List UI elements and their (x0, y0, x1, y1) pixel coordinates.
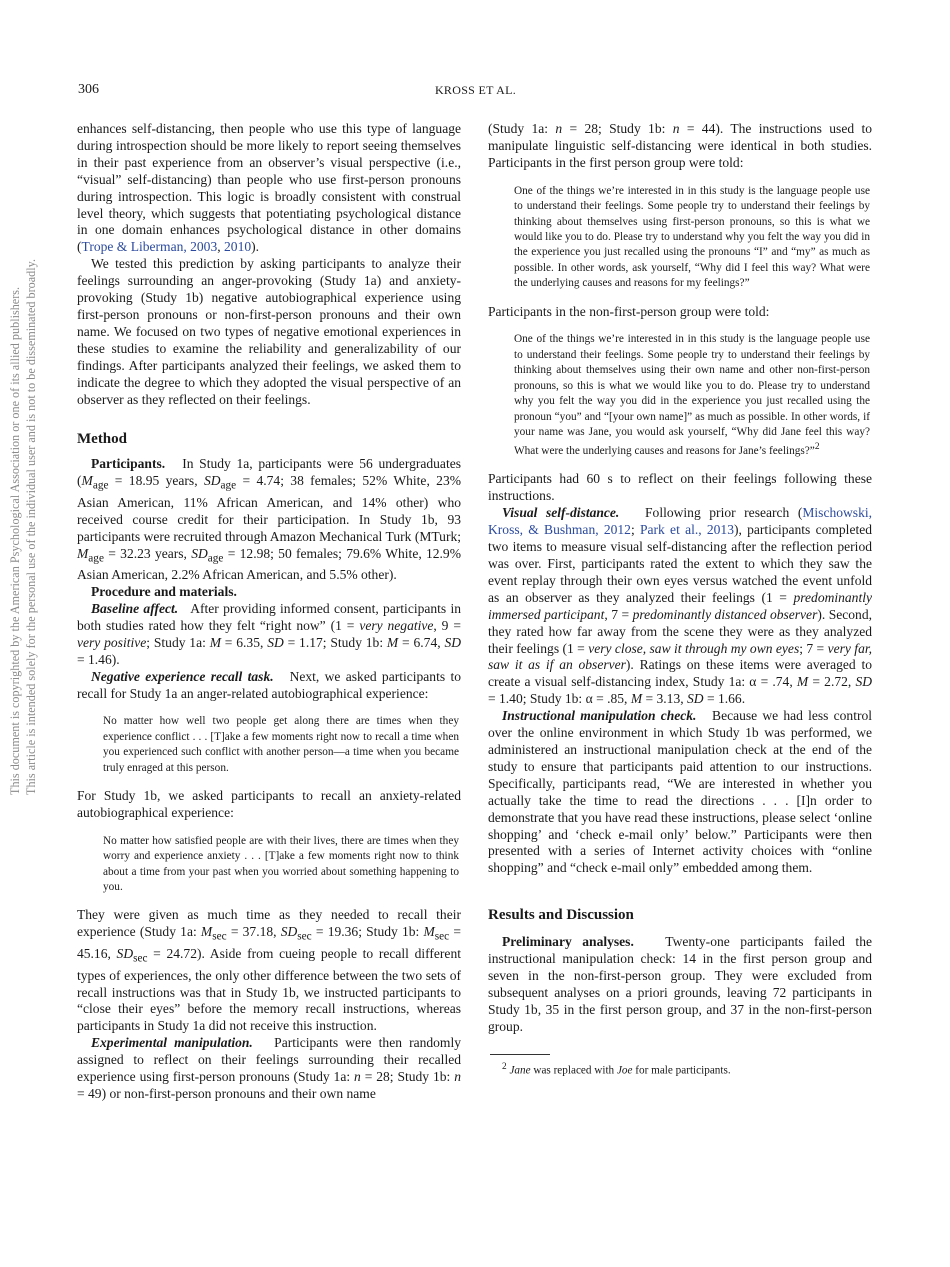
visual-self-distance-paragraph: Visual self-distance. Following prior research (Mischowski, Kross, & Bushman, 2012; Park et al., 2013), participants completed two items to measure visual self-distancing after the reflection period was over. First, participants rated the extent to which they saw the event replay through their own eyes versus watched the event unfold as an observer as they analyzed their feelings (1 = predominantly immersed participant, 7 = predominantly distanced observer). Second, they rated how far away from the scene they were as they analyzed their feelings (1 = very close, saw it through my own eyes; 7 = very far, saw it as if an observer). Ratings on these items were averaged to create a visual self-distancing index, Study 1a: α = .74, M = 2.72, SD = 1.40; Study 1b: α = .85, M = 3.13, SD = 1.66. (488, 505, 873, 707)
study1b-paragraph: For Study 1b, we asked participants to recall an anxiety-related autobiographical experience: (77, 788, 461, 820)
negative-experience-paragraph: Negative experience recall task. Next, we asked participants to recall for Study 1a an anger-related autobiographical experience: (77, 668, 461, 701)
citation-link[interactable]: Trope & Liberman, 2003 (81, 239, 218, 255)
page-number: 306 (78, 82, 99, 97)
footnote-rule (490, 1054, 550, 1055)
intro-paragraph-2: We tested this prediction by asking participants to analyze their feelings surrounding an anger-provoking (Study 1a) and anxiety-provoking (Study 1b) negative autobiographical experience using first-person pronouns or non-first-person pronouns and their own name. We focused on two types of negative emotional experiences in these studies to examine the reliability and generalizability of our findings. After participants analyzed their feelings, we asked them to indicate the degree to which they adopted the visual perspective of an observer as they reflected on their feelings. (77, 256, 461, 407)
non-first-person-intro: Participants in the non-first-person group were told: (488, 303, 770, 319)
preliminary-analyses-paragraph: Preliminary analyses. Twenty-one participants failed the instructional manipulation check: 14 in the first person group and seven in the non-first-person group. They were excluded from subsequent analyses on a priori grounds, leaving 72 participants in Study 1b, 35 in the first person group, and 37 in the non-first-person group. (488, 934, 872, 1034)
footnote: $^2$ Jane was replaced with Joe for male participants. (502, 1061, 731, 1077)
manipulation-continued-paragraph: (Study 1a: n = 28; Study 1b: n = 44). The instructions used to manipulate linguistic self-distancing were identical in both studies. Participants in the first person group were told: (488, 121, 872, 170)
method-heading: Method (77, 431, 127, 448)
citation-link[interactable]: 2010 (224, 239, 252, 255)
intro-paragraph-1: enhances self-distancing, then people who use this type of language during introspection should be more likely to report seeing themselves in their past experience from an observer’s visual perspective (i.e., “visual” self-distancing) than people who use first-person pronouns during introspection. This logic is broadly consistent with construal level theory, which suggests that potentiating psychological distance in one domain enhances psychological distance in other domains (Trope & Liberman, 2003, 2010). (77, 121, 461, 255)
reflection-time-paragraph: Participants had 60 s to reflect on their feelings following these instructions. (488, 471, 872, 504)
manipulation-check-paragraph: Instructional manipulation check. Because we had less control over the online environment in which Study 1b was performed, we administered an instructional manipulation check at the end of the study to ensure that participants paid attention to our instructions. Specifically, participants read, “We are interested in whether you actually take the time to read the directions . . . [I]n order to demonstrate that you have read these instructions, please select ‘online shopping’ and ‘check e-mail only’ below.” Participants were then presented with a series of Internet activity choices with “online shopping” and “check e-mail only” embedded among them. (488, 708, 873, 876)
footnote-marker: 2 (814, 442, 820, 453)
non-first-person-instructions-quote: One of the things we’re interested in in this study is the language people use to understand their feelings. Some people try to understand their feelings by thinking about themselves using their own name and other non-first-person pronouns, so this is what we would like you to do. Please try to understand why you felt the way you did in the experience you just recalled using the pronoun “you” and “[your own name]” as much as possible. In other words, if your name was Jane, you would ask yourself, “Why did Jane feel this way? What were the underlying causes and reasons for Jane’s feelings?”$^2$ (514, 333, 870, 458)
left-column (77, 121, 461, 1103)
page-header (78, 82, 873, 102)
anxiety-recall-quote: No matter how satisfied people are with their lives, there are times when they worry and experience anxiety . . . [T]ake a few moments right now to think about a time from your past when you worried about something happening to you. (103, 834, 459, 894)
anger-recall-quote: No matter how well two people get along there are times when they experience conflict . . . [T]ake a few moments right now to recall a time when you experienced such conflict with another person—a time when you became truly enraged at this person. (103, 715, 459, 774)
copyright-line-1: This document is copyrighted by the American Psychological Association or one of its allied publishers. (8, 286, 22, 795)
baseline-affect-paragraph: Baseline affect. After providing informed consent, participants in both studies rated how they felt “right now” (1 = very negative, 9 = very positive; Study 1a: M = 6.35, SD = 1.17; Study 1b: M = 6.74, SD = 1.46). (77, 600, 461, 667)
citation-link[interactable]: Park et al., 2013 (639, 522, 734, 538)
first-person-instructions-quote: One of the things we’re interested in in this study is the language people use to understand their feelings. Some people try to understand their feelings by thinking about themselves using first-person pronouns, so this is what we would like you to do. Please try to understand why you felt the way you did in the experience you just recalled using the pronouns “I” and “my” as much as possible. In other words, ask yourself, “Why did I feel this way? What were the underlying causes and reasons for my feelings?” (514, 184, 870, 290)
recall-time-paragraph: They were given as much time as they needed to recall their experience (Study 1a: $M_{sec} = 37.18$, $SD_{sec} = 19.36$; Study 1b: $M_{sec} = 45.16$, $SD_{sec} = 24.72$). Aside from cueing people to recall different types of experiences, the only other difference between the two sets of recall instructions was that in Study 1b, we instructed participants to “close their eyes” before the memory recall instructions, whereas participants in Study 1a did not receive this instruction. (77, 907, 462, 1034)
experimental-manipulation-paragraph: Experimental manipulation. Participants were then randomly assigned to reflect on their feelings surrounding their recalled experience using first-person pronouns (Study 1a: n = 28; Study 1b: n = 49) or non-first-person pronouns and their own name (77, 1035, 462, 1101)
copyright-line-2: This article is intended solely for the personal use of the individual user and is not to be disseminated broadly. (23, 258, 38, 795)
running-head: KROSS ET AL. (434, 83, 517, 97)
procedure-subheading: Procedure and materials. (91, 584, 237, 600)
results-heading: Results and Discussion (488, 907, 634, 924)
right-column (488, 121, 872, 1079)
participants-paragraph: Participants. In Study 1a, participants were 56 undergraduates ($M_{age} = 18.95$ years, $SD_{age} = 4.74$; 38 females; 52% White, 23% Asian American, 11% African American, and 14% other) who received course credit for their participation. In Study 1b, 93 participants were recruited through Amazon Mechanical Turk (MTurk; $M_{age} = 32.23$ years, $SD_{age} = 12.98$; 50 females; 79.6% White, 12.9% Asian American, 2.2% African American, and 5.5% other). (77, 456, 462, 583)
citation-link[interactable]: Mischowski, Kross, & Bushman, 2012 (488, 505, 872, 538)
